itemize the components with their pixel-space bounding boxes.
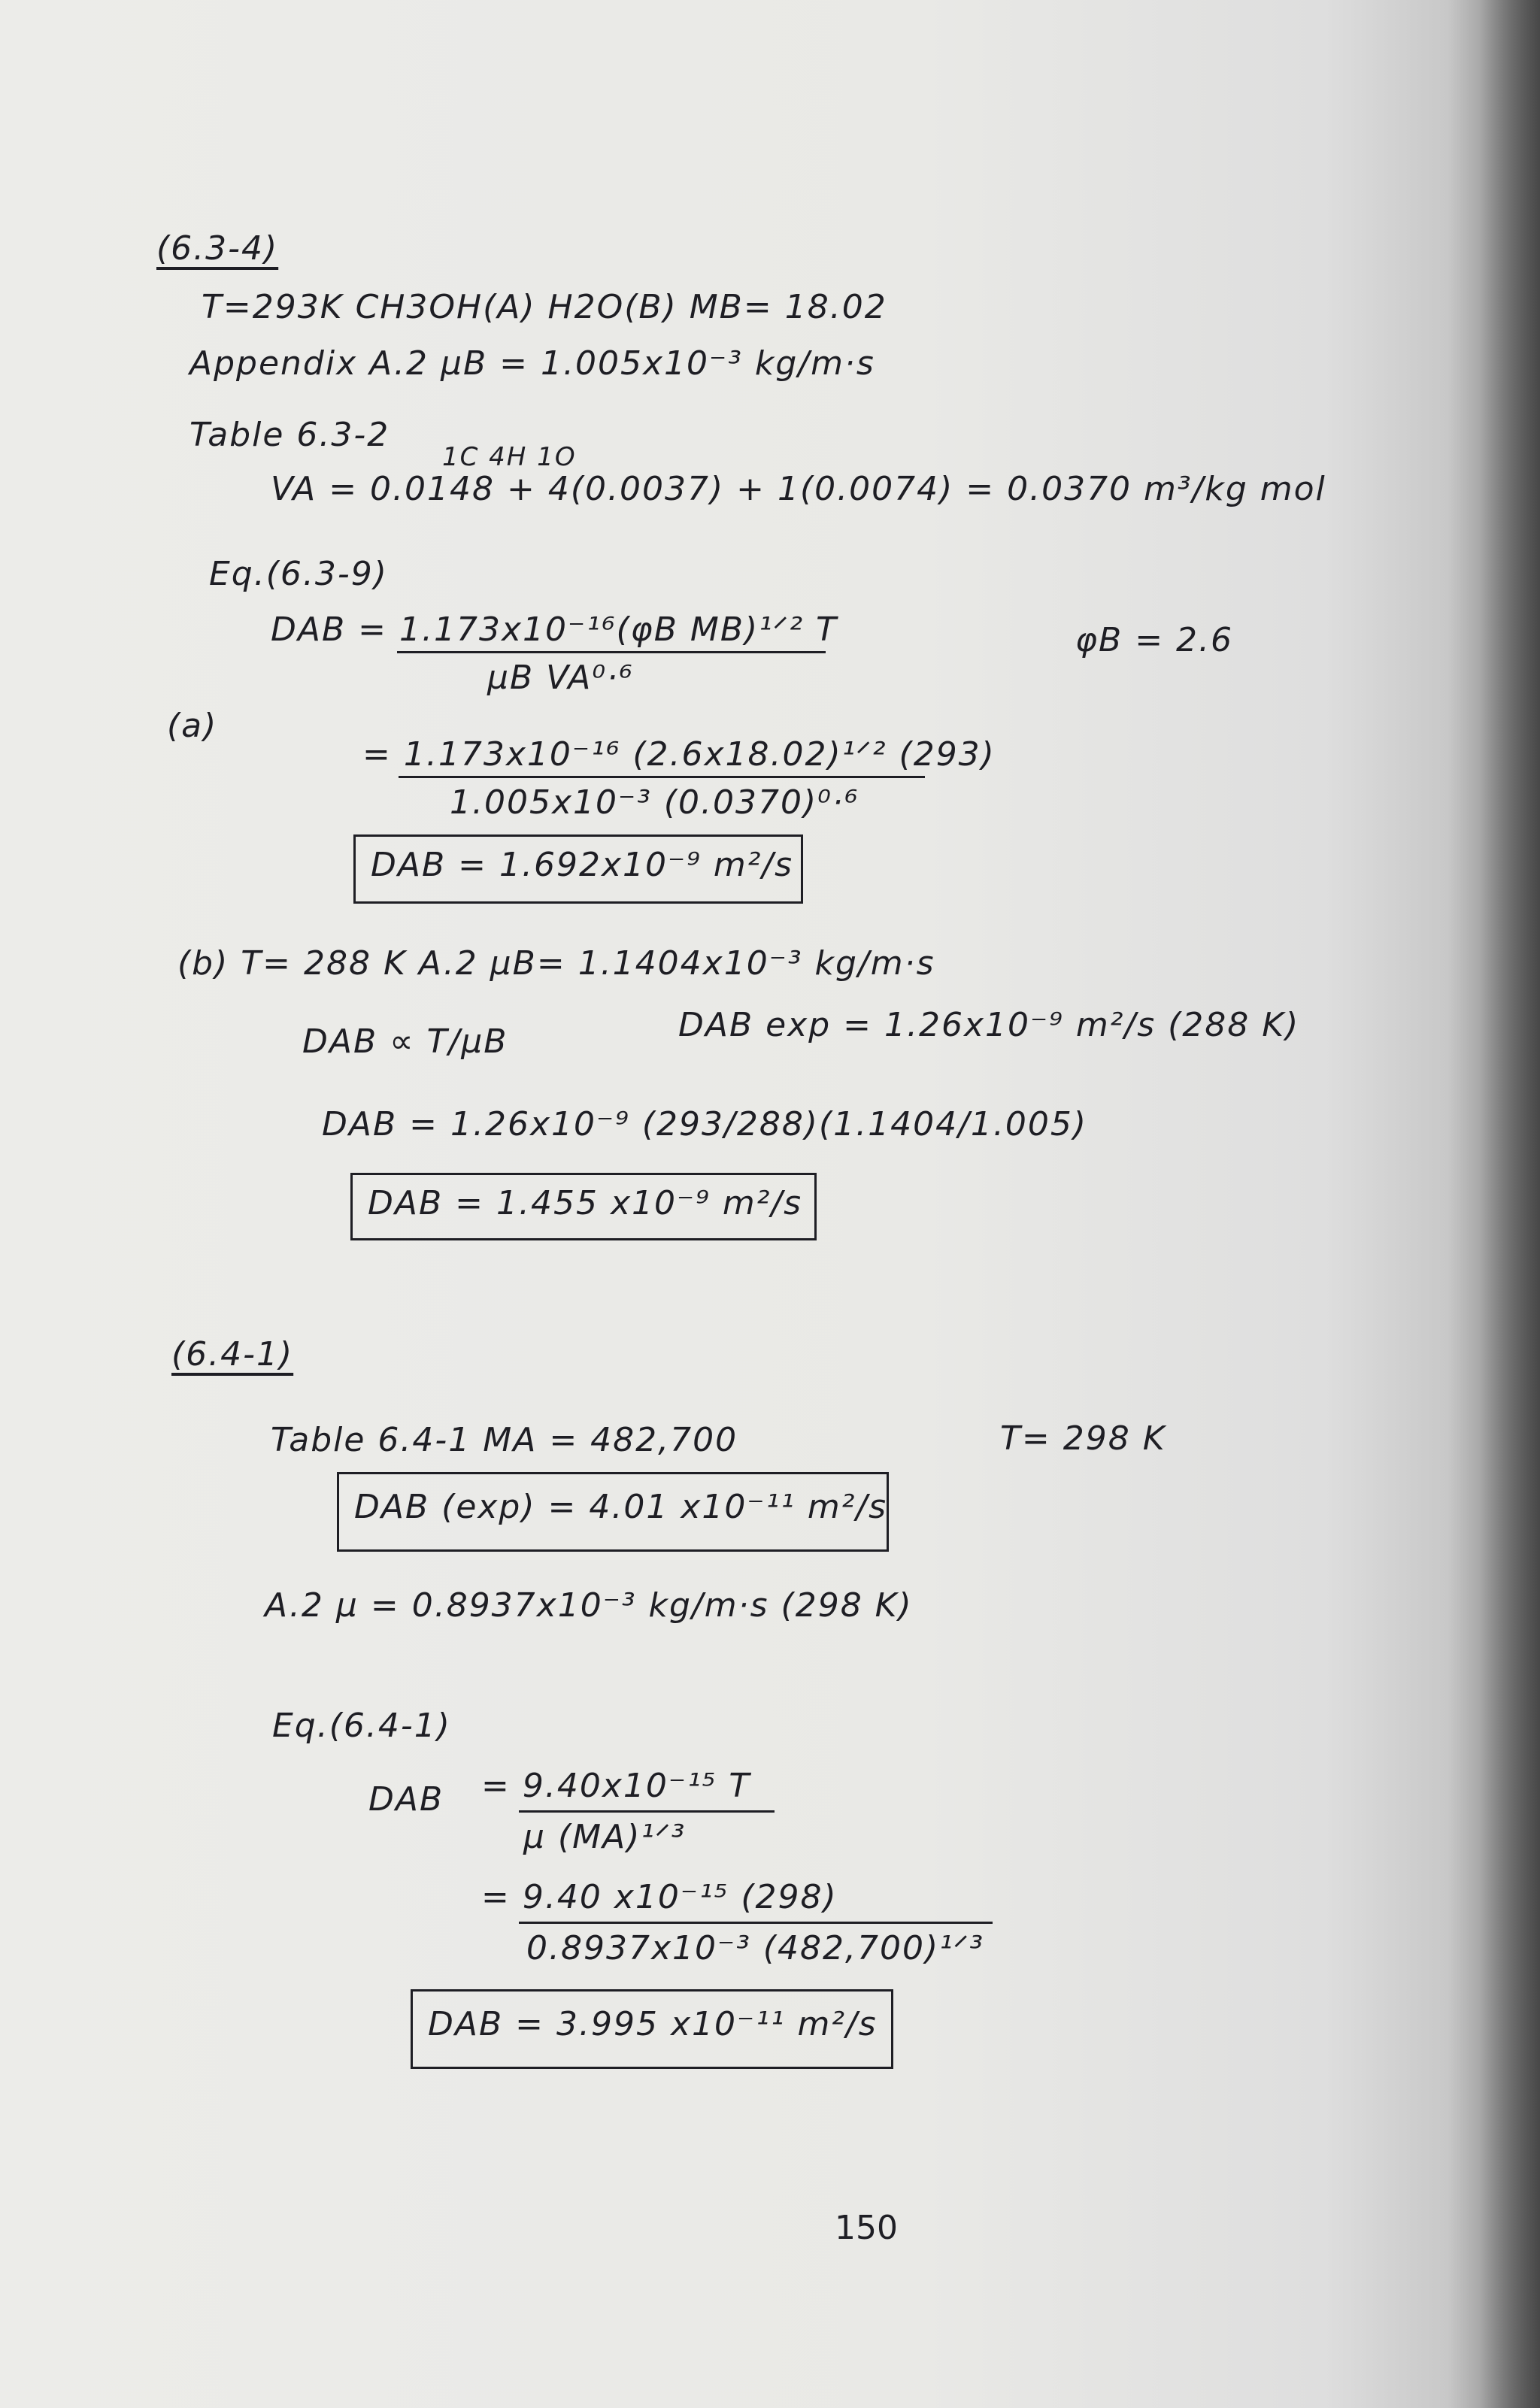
molar-volume-eq: VA = 0.0148 + 4(0.0037) + 1(0.0074) = 0.0370 m³/kg mol <box>271 470 1326 508</box>
final-result: DAB = 3.995 x10⁻¹¹ m²/s <box>428 2005 878 2043</box>
result-box <box>350 1173 817 1240</box>
equation-ref: Eq.(6.3-9) <box>209 555 388 593</box>
eq-denominator: μ (MA)¹ᐟ³ <box>523 1818 687 1856</box>
appendix-line: Appendix A.2 μB = 1.005x10⁻³ kg/m·s <box>189 344 875 383</box>
part-a-label: (a) <box>167 707 218 745</box>
fraction-line <box>399 776 925 778</box>
dab-label: DAB <box>368 1780 444 1819</box>
result-box <box>353 834 803 904</box>
page-edge-shadow <box>1480 0 1540 2408</box>
scaling-equation: DAB = 1.26x10⁻⁹ (293/288)(1.1404/1.005) <box>322 1105 1088 1143</box>
fraction-line <box>397 651 826 653</box>
equation-ref: Eq.(6.4-1) <box>272 1707 451 1745</box>
experimental-dab: DAB exp = 1.26x10⁻⁹ m²/s (288 K) <box>678 1006 1300 1044</box>
page-number: 150 <box>835 2209 898 2247</box>
result-b: DAB = 1.455 x10⁻⁹ m²/s <box>368 1184 803 1222</box>
result-box <box>337 1472 889 1552</box>
fraction-line <box>519 1922 993 1924</box>
atom-labels: 1C 4H 1O <box>442 442 577 472</box>
table-ref-line: Table 6.4-1 MA = 482,700 <box>271 1421 738 1459</box>
eq-numerator: = 9.40x10⁻¹⁵ T <box>481 1767 751 1805</box>
result-box <box>411 1989 893 2069</box>
viscosity-line: A.2 μ = 0.8937x10⁻³ kg/m·s (298 K) <box>265 1586 913 1625</box>
experimental-result: DAB (exp) = 4.01 x10⁻¹¹ m²/s <box>354 1488 888 1526</box>
substitution-numerator: = 9.40 x10⁻¹⁵ (298) <box>481 1878 838 1916</box>
dab-numerator: DAB = 1.173x10⁻¹⁶(φB MB)¹ᐟ² T <box>271 610 838 649</box>
phi-value: φB = 2.6 <box>1075 621 1234 659</box>
table-ref: Table 6.3-2 <box>189 416 390 454</box>
substitution-denominator: 0.8937x10⁻³ (482,700)¹ᐟ³ <box>526 1929 985 1967</box>
temperature: T= 298 K <box>1000 1419 1166 1458</box>
substitution-denominator: 1.005x10⁻³ (0.0370)⁰·⁶ <box>450 783 859 822</box>
problem-heading: (6.3-4) <box>156 229 279 268</box>
part-b-line: (b) T= 288 K A.2 μB= 1.1404x10⁻³ kg/m·s <box>177 944 935 983</box>
dab-denominator: μB VA⁰·⁶ <box>487 659 634 697</box>
proportionality: DAB ∝ T/μB <box>302 1022 508 1061</box>
given-line: T=293K CH3OH(A) H2O(B) MB= 18.02 <box>202 288 887 326</box>
problem-heading: (6.4-1) <box>171 1335 294 1374</box>
substitution-numerator: = 1.173x10⁻¹⁶ (2.6x18.02)¹ᐟ² (293) <box>362 735 996 774</box>
fraction-line <box>519 1810 775 1813</box>
result-a: DAB = 1.692x10⁻⁹ m²/s <box>371 846 794 884</box>
